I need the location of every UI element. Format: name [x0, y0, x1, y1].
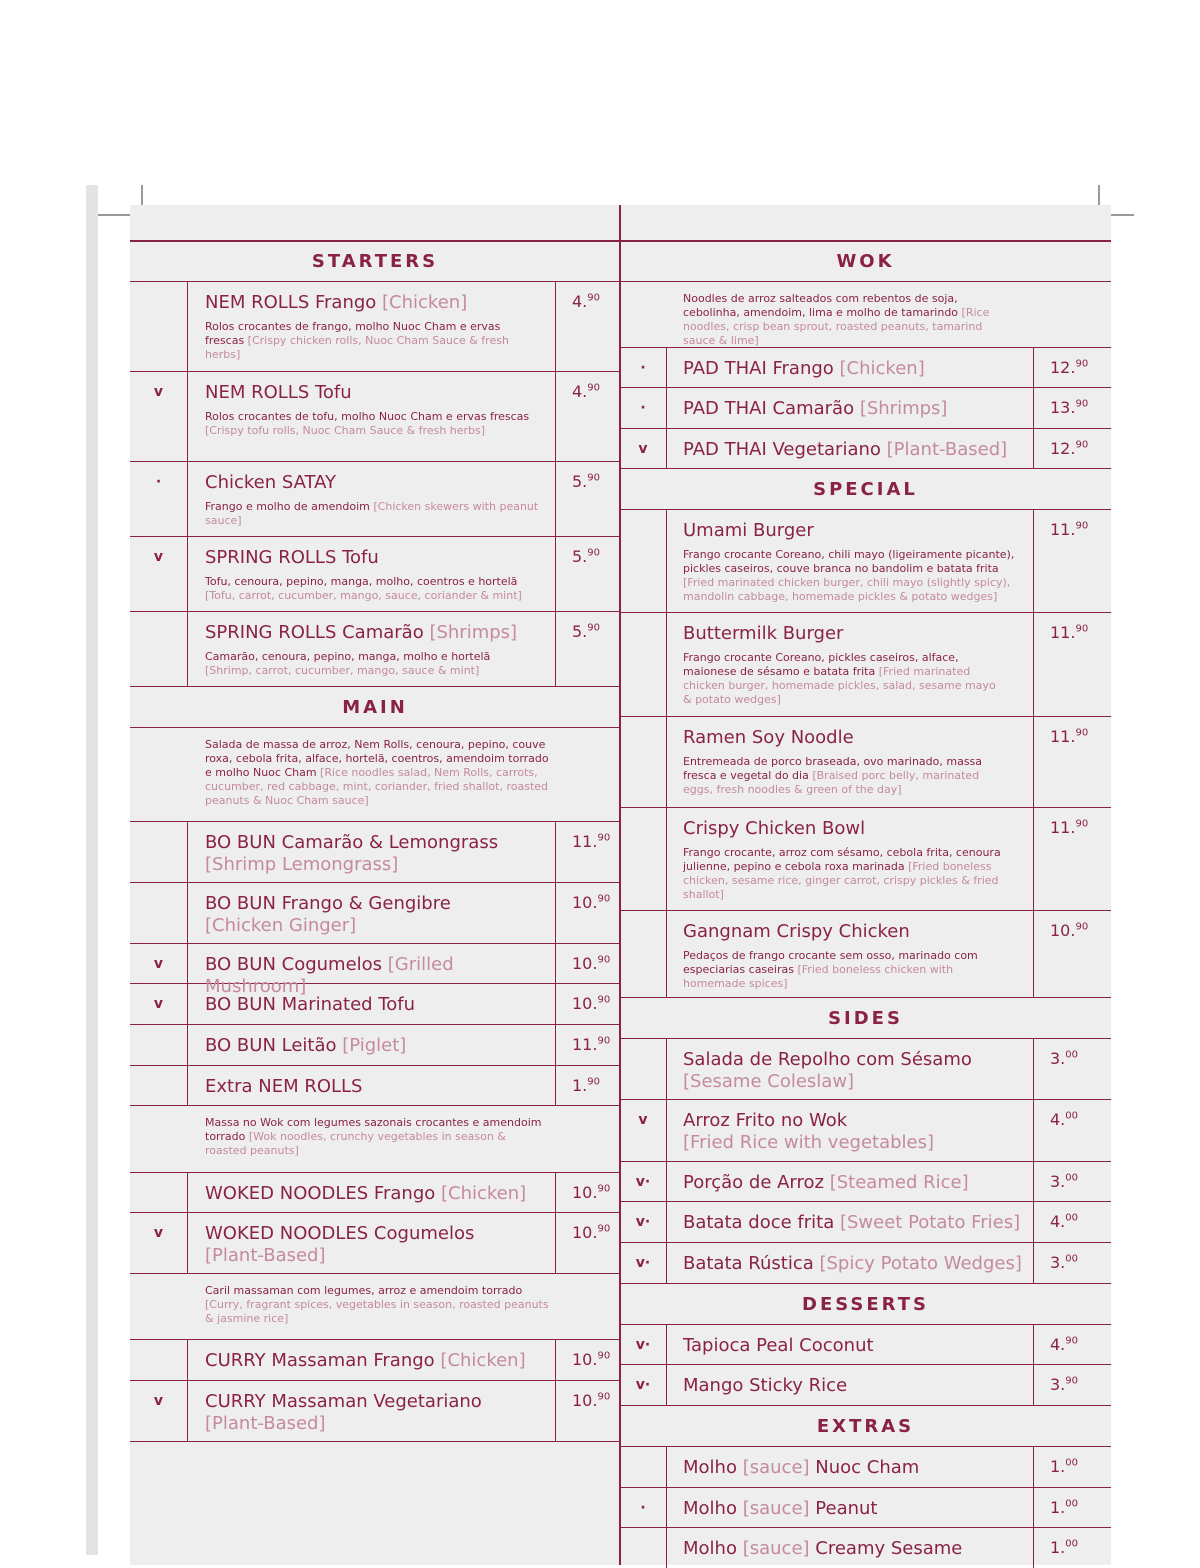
menu-item: [620, 1039, 1111, 1100]
item-name: BO BUN Camarão & Lemongrass: [205, 832, 499, 853]
item-price: 10.90: [555, 984, 620, 1024]
item-name-en: [Chicken]: [441, 1183, 527, 1204]
item-name: Porção de Arroz: [683, 1172, 824, 1193]
item-content: [683, 439, 1031, 461]
item-name: Arroz Frito no Wok: [683, 1110, 848, 1131]
item-name-en: [sauce]: [742, 1457, 810, 1478]
item-name: PAD THAI Vegetariano: [683, 439, 881, 460]
item-name: Batata doce frita: [683, 1212, 835, 1233]
intro-text: Massa no Wok com legumes sazonais crocantes e amendoim torrado: [205, 1116, 542, 1143]
item-name: Ramen Soy Noodle: [683, 727, 854, 748]
section-header-starters: [130, 241, 620, 282]
item-price: 11.90: [555, 1025, 620, 1065]
section-title: MAIN: [342, 696, 408, 718]
menu-item: [130, 944, 620, 997]
section-intro: [130, 1274, 620, 1340]
item-name: Molho: [683, 1498, 737, 1519]
item-desc-en: [Tofu, carrot, cucumber, mango, sauce, coriander & mint]: [205, 589, 522, 602]
item-price: 10.90: [555, 1340, 620, 1380]
diet-mark: v·: [620, 1365, 667, 1405]
menu-item: [130, 537, 620, 612]
item-content: [205, 1076, 540, 1098]
item-name: Batata Rústica: [683, 1253, 814, 1274]
item-content: [683, 1253, 1031, 1275]
diet-mark: [130, 822, 188, 882]
item-name: Crispy Chicken Bowl: [683, 818, 866, 839]
menu-item: [130, 282, 620, 372]
section-intro: [130, 1106, 620, 1173]
diet-mark: [130, 1173, 188, 1212]
item-name-en: [sauce]: [742, 1498, 810, 1519]
item-desc: Frango crocante Coreano, pickles caseiros, alface, maionese de sésamo e batata frita: [683, 651, 959, 678]
item-name-en: [Shrimps]: [429, 622, 518, 643]
item-name-en: [Piglet]: [342, 1035, 407, 1056]
item-desc-en: [Fried boneless chicken, sesame rice, ginger carrot, crispy pickles & fried shallot]: [683, 860, 999, 901]
item-name: BO BUN Marinated Tofu: [205, 994, 416, 1015]
item-content: [205, 382, 540, 438]
item-content: [205, 832, 540, 876]
section-title: DESSERTS: [802, 1293, 929, 1315]
menu-item: [130, 372, 620, 462]
item-desc-en: [Braised porc belly, marinated eggs, fresh noodles & green of the day]: [683, 769, 980, 796]
left-column: [130, 205, 620, 1565]
section-title: WOK: [836, 250, 895, 272]
menu-item: [130, 1173, 620, 1213]
item-desc: Entremeada de porco braseada, ovo marinado, massa fresca e vegetal do dia: [683, 755, 983, 782]
item-content: [683, 1212, 1031, 1234]
item-desc-en: [Shrimp, carrot, cucumber, mango, sauce & mint]: [205, 664, 480, 677]
item-price: 10.90: [1033, 911, 1111, 997]
menu-item: [130, 1213, 620, 1274]
item-name: Molho: [683, 1538, 737, 1559]
intro-text-en: [Wok noodles, crunchy vegetables in season & roasted peanuts]: [205, 1130, 506, 1157]
item-name-en: [Shrimps]: [859, 398, 948, 419]
diet-mark: [620, 1528, 667, 1568]
section-title: EXTRAS: [816, 1415, 915, 1437]
menu-item: [620, 1488, 1111, 1528]
item-price: 11.90: [1033, 717, 1111, 807]
diet-mark: [620, 1039, 667, 1099]
diet-mark: [130, 1066, 188, 1105]
menu-item: [130, 984, 620, 1025]
menu-item: [620, 1202, 1111, 1243]
item-name: WOKED NOODLES Cogumelos: [205, 1223, 475, 1244]
item-name: SPRING ROLLS Camarão: [205, 622, 424, 643]
item-name-en: [Sesame Coleslaw]: [683, 1071, 855, 1092]
item-content: [683, 1538, 1031, 1560]
intro-text: Noodles de arroz salteados com rebentos de soja, cebolinha, amendoim, lima e molho de tamarindo: [683, 292, 959, 319]
item-name-en: [Chicken Ginger]: [205, 915, 357, 936]
intro-content: [205, 1116, 550, 1158]
intro-content: [205, 738, 550, 808]
item-content: [205, 1223, 540, 1267]
menu-item: [620, 1162, 1111, 1202]
item-price: 4.90: [1033, 1325, 1111, 1364]
item-content: [205, 1391, 540, 1435]
diet-mark: ·: [620, 1488, 667, 1527]
item-price: 10.90: [555, 1213, 620, 1273]
diet-mark: [620, 510, 667, 612]
item-name: Umami Burger: [683, 520, 814, 541]
item-price: 5.90: [555, 537, 620, 611]
item-name: BO BUN Frango & Gengibre: [205, 893, 451, 914]
item-content: [683, 1375, 1031, 1397]
menu-item: [130, 1381, 620, 1442]
item-content: [205, 547, 540, 603]
section-header-main: [130, 687, 620, 728]
item-price: 4.90: [555, 282, 620, 371]
item-name-en: [sauce]: [742, 1538, 810, 1559]
item-price: 11.90: [1033, 613, 1111, 716]
menu-item: [620, 348, 1111, 388]
item-price: 10.90: [555, 1381, 620, 1441]
diet-mark: [620, 911, 667, 997]
menu-item: [620, 717, 1111, 808]
page-gutter: [86, 185, 98, 1555]
diet-mark: v·: [620, 1325, 667, 1364]
intro-content: [205, 1284, 550, 1326]
item-name: Extra NEM ROLLS: [205, 1076, 363, 1097]
menu-item: [130, 462, 620, 537]
crop-mark: [98, 214, 134, 216]
menu-item: [620, 613, 1111, 717]
item-price: 3.00: [1033, 1039, 1111, 1099]
intro-text-en: [Curry, fragrant spices, vegetables in season, roasted peanuts & jasmine rice]: [205, 1298, 549, 1325]
section-title: STARTERS: [311, 250, 439, 272]
diet-mark: [130, 883, 188, 943]
item-name-en: [Sweet Potato Fries]: [839, 1212, 1021, 1233]
menu-item: [620, 1100, 1111, 1162]
item-content: [683, 1498, 1031, 1520]
item-desc-en: [Fried marinated chicken burger, chili mayo (slightly spicy), mandolin cabbage, homemade pickles & potato wedges]: [683, 576, 1011, 603]
intro-text-en: [Rice noodles, crisp bean sprout, roasted peanuts, tamarind sauce & lime]: [683, 306, 990, 347]
item-desc: Rolos crocantes de tofu, molho Nuoc Cham e ervas frescas: [205, 410, 530, 423]
item-content: [205, 893, 540, 937]
diet-mark: [620, 613, 667, 716]
item-name: CURRY Massaman Frango: [205, 1350, 435, 1371]
item-content: [683, 1335, 1031, 1357]
item-content: [683, 1172, 1031, 1194]
item-desc: Frango e molho de amendoim: [205, 500, 370, 513]
menu-item: [620, 911, 1111, 998]
item-content: [683, 520, 1021, 604]
item-name-en: [Shrimp Lemongrass]: [205, 854, 399, 875]
item-name: NEM ROLLS Frango: [205, 292, 377, 313]
intro-content: [683, 292, 1001, 348]
diet-mark: ·: [620, 388, 667, 428]
item-name-en: [Chicken]: [839, 358, 925, 379]
item-name: Molho: [683, 1457, 737, 1478]
item-content: [683, 398, 1031, 420]
item-name: CURRY Massaman Vegetariano: [205, 1391, 482, 1412]
item-name: BO BUN Cogumelos: [205, 954, 383, 975]
item-desc: Tofu, cenoura, pepino, manga, molho, coentros e hortelã: [205, 575, 518, 588]
item-price: 3.90: [1033, 1365, 1111, 1405]
menu-item: [620, 1528, 1111, 1568]
diet-mark: v·: [620, 1202, 667, 1242]
menu-item: [620, 1447, 1111, 1488]
section-title: SIDES: [828, 1007, 903, 1029]
item-content: [205, 622, 540, 678]
menu-item: [620, 1325, 1111, 1365]
item-name-en: [Chicken]: [382, 292, 468, 313]
item-desc-en: [Chicken skewers with peanut sauce]: [205, 500, 539, 527]
crop-mark: [1108, 214, 1134, 216]
diet-mark: v·: [620, 1162, 667, 1201]
intro-text: Salada de massa de arroz, Nem Rolls, cenoura, pepino, couve roxa, cebola frita, alface, hortelã, coentros, amendoim torrado e molho Nuoc Cham: [205, 738, 549, 779]
item-name: PAD THAI Camarão: [683, 398, 855, 419]
section-intro: [130, 728, 620, 822]
section-header-extras: [620, 1406, 1111, 1447]
diet-mark: v: [130, 537, 188, 611]
item-price: 13.90: [1033, 388, 1111, 428]
diet-mark: [620, 717, 667, 807]
item-name: BO BUN Leitão: [205, 1035, 337, 1056]
item-name: WOKED NOODLES Frango: [205, 1183, 436, 1204]
diet-mark: ·: [620, 348, 667, 387]
item-content: [683, 818, 1001, 902]
diet-mark: [130, 1025, 188, 1065]
item-desc: Pedaços de frango crocante sem osso, marinado com especiarias caseiras: [683, 949, 978, 976]
item-name-tail: Creamy Sesame: [815, 1538, 963, 1559]
item-desc: Rolos crocantes de frango, molho Nuoc Cham e ervas frescas: [205, 320, 501, 347]
menu-item: [620, 510, 1111, 613]
item-price: 4.00: [1033, 1202, 1111, 1242]
section-header-desserts: [620, 1284, 1111, 1325]
menu-item: [130, 612, 620, 687]
item-content: [205, 1035, 540, 1057]
menu-item: [130, 822, 620, 883]
item-desc-en: [Fried boneless chicken with homemade spices]: [683, 963, 954, 990]
item-content: [205, 472, 540, 528]
menu-item: [130, 883, 620, 944]
menu-item: [130, 1066, 620, 1106]
item-name: Chicken SATAY: [205, 472, 337, 493]
menu-item: [620, 388, 1111, 429]
item-price: 5.90: [555, 612, 620, 686]
menu-item: [130, 1340, 620, 1381]
item-price: 11.90: [555, 822, 620, 882]
diet-mark: v: [130, 1213, 188, 1273]
item-name-en: [Grilled Mushroom]: [205, 954, 454, 997]
item-content: [683, 623, 1001, 707]
item-price: 4.00: [1033, 1100, 1111, 1161]
item-name-en: [Fried Rice with vegetables]: [683, 1132, 935, 1153]
section-header-sides: [620, 998, 1111, 1039]
item-content: [683, 1457, 1031, 1479]
diet-mark: [130, 612, 188, 686]
item-name-tail: Peanut: [815, 1498, 878, 1519]
diet-mark: [620, 808, 667, 910]
item-desc: Frango crocante Coreano, chili mayo (ligeiramente picante), pickles caseiros, couve branca no bandolim e batata frita: [683, 548, 1015, 575]
menu-item: [620, 429, 1111, 469]
menu-item: [620, 1243, 1111, 1284]
diet-mark: v: [130, 1381, 188, 1441]
item-price: 3.00: [1033, 1243, 1111, 1283]
diet-mark: v: [130, 944, 188, 983]
item-name: Gangnam Crispy Chicken: [683, 921, 910, 942]
item-price: 1.90: [555, 1066, 620, 1105]
item-price: 1.00: [1033, 1488, 1111, 1527]
item-desc-en: [Crispy tofu rolls, Nuoc Cham Sauce & fresh herbs]: [205, 424, 486, 437]
item-content: [683, 1049, 1031, 1093]
intro-text: Caril massaman com legumes, arroz e amendoim torrado: [205, 1284, 523, 1297]
item-price: 12.90: [1033, 348, 1111, 387]
item-price: 5.90: [555, 462, 620, 536]
diet-mark: [130, 282, 188, 371]
diet-mark: [620, 1447, 667, 1487]
item-name: Mango Sticky Rice: [683, 1375, 848, 1396]
item-desc-en: [Fried marinated chicken burger, homemade pickles, salad, sesame mayo & potato wedges]: [683, 665, 996, 706]
item-desc-en: [Crispy chicken rolls, Nuoc Cham Sauce & fresh herbs]: [205, 334, 509, 361]
item-price: 11.90: [1033, 808, 1111, 910]
item-content: [683, 1110, 1031, 1154]
item-name-en: [Plant-Based]: [205, 1413, 326, 1434]
diet-mark: [130, 1340, 188, 1380]
section-intro: [620, 282, 1111, 348]
item-content: [205, 994, 540, 1016]
diet-mark: v·: [620, 1243, 667, 1283]
item-content: [683, 921, 1001, 991]
item-name-en: [Plant-Based]: [886, 439, 1008, 460]
section-title: SPECIAL: [813, 478, 918, 500]
item-name-en: [Steamed Rice]: [829, 1172, 969, 1193]
item-price: 4.90: [555, 372, 620, 461]
item-price: 10.90: [555, 1173, 620, 1212]
item-name: Buttermilk Burger: [683, 623, 844, 644]
item-price: 1.00: [1033, 1447, 1111, 1487]
item-price: 11.90: [1033, 510, 1111, 612]
menu-item: [620, 808, 1111, 911]
diet-mark: v: [130, 372, 188, 461]
item-content: [205, 1183, 540, 1205]
item-name: SPRING ROLLS Tofu: [205, 547, 379, 568]
item-price: 3.00: [1033, 1162, 1111, 1201]
item-content: [683, 358, 1031, 380]
item-content: [205, 1350, 540, 1372]
item-name: Tapioca Peal Coconut: [683, 1335, 874, 1356]
item-price: 10.90: [555, 944, 620, 983]
item-price: 10.90: [555, 883, 620, 943]
item-name-tail: Nuoc Cham: [815, 1457, 920, 1478]
diet-mark: ·: [130, 462, 188, 536]
item-name-en: [Chicken]: [440, 1350, 526, 1371]
section-header-special: [620, 469, 1111, 510]
item-name-en: [Plant-Based]: [205, 1245, 326, 1266]
item-desc: Frango crocante, arroz com sésamo, cebola frita, cenoura julienne, pepino e cebola roxa marinada: [683, 846, 1001, 873]
item-content: [205, 292, 540, 362]
menu-sheet: [130, 205, 1111, 1565]
section-header-wok: [620, 241, 1111, 282]
item-name-en: [Spicy Potato Wedges]: [819, 1253, 1022, 1274]
diet-mark: v: [620, 429, 667, 468]
item-content: [683, 727, 1001, 797]
menu-item: [620, 1365, 1111, 1406]
item-price: 1.00: [1033, 1528, 1111, 1568]
item-name: PAD THAI Frango: [683, 358, 834, 379]
right-column: [620, 205, 1111, 1565]
item-price: 12.90: [1033, 429, 1111, 468]
diet-mark: v: [130, 984, 188, 1024]
intro-text-en: [Rice noodles salad, Nem Rolls, carrots, cucumber, red cabbage, mint, coriander, fried shallot, roasted peanuts & Nuoc Cham sauce]: [205, 766, 549, 807]
diet-mark: v: [620, 1100, 667, 1161]
item-name: NEM ROLLS Tofu: [205, 382, 352, 403]
menu-item: [130, 1025, 620, 1066]
item-desc: Camarão, cenoura, pepino, manga, molho e hortelã: [205, 650, 491, 663]
item-name: Salada de Repolho com Sésamo: [683, 1049, 972, 1070]
